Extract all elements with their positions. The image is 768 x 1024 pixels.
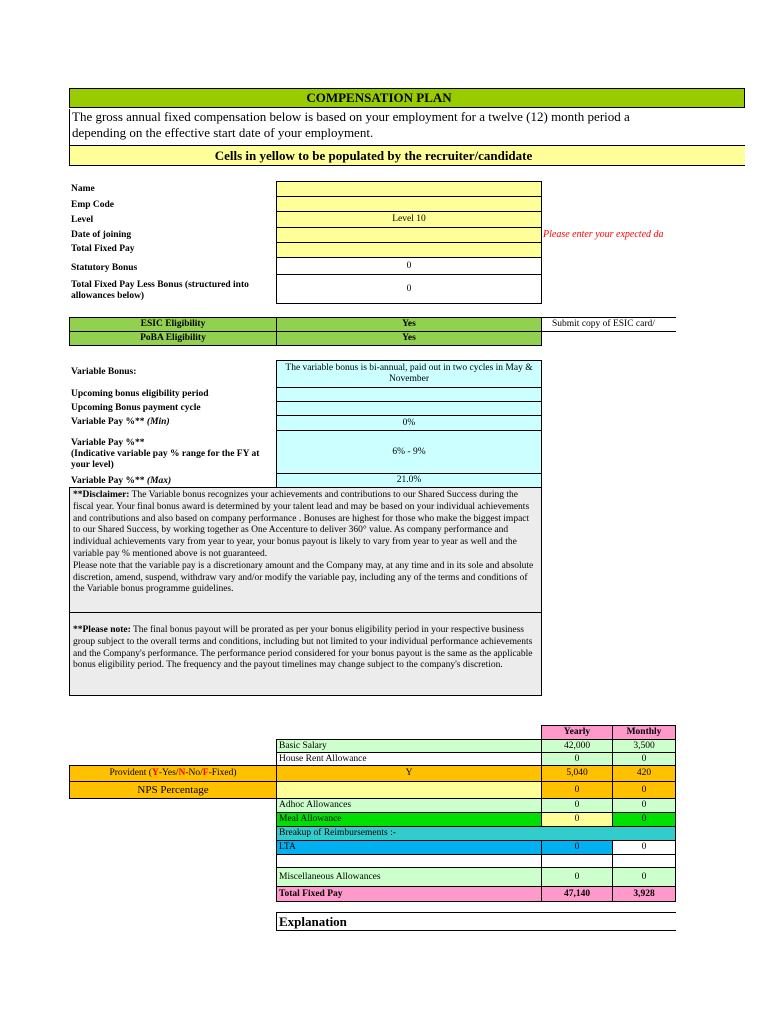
esic-eligibility-value: Yes bbox=[276, 317, 542, 332]
intro-line-2: depending on the effective start date of your employment. bbox=[72, 125, 374, 140]
variable-pay-range-label: Variable Pay %** (Indicative variable pay % range for the FY at your level) bbox=[71, 438, 260, 470]
basic-salary-label: Basic Salary bbox=[276, 739, 542, 753]
intro-text bbox=[69, 109, 676, 145]
intro-line-1: The gross annual fixed compensation below is based on your employment for a twelve (12) month period a bbox=[72, 109, 630, 124]
doj-hint: Please enter your expected da bbox=[543, 229, 664, 240]
total-fixed-pay-label: Total Fixed Pay bbox=[71, 244, 135, 254]
meal-yearly[interactable]: 0 bbox=[541, 812, 613, 827]
title-bar bbox=[69, 88, 745, 108]
variable-bonus-text: The variable bonus is bi-annual, paid out in two cycles in May & November bbox=[276, 360, 542, 388]
misc-label: Miscellaneous Allowances bbox=[276, 867, 542, 887]
disclaimer-text: The Variable bonus recognizes your achievements and contributions to our Shared Success during the fiscal year. Your final bonus award is determined by your talent lead and may be based on your individual achievements and contributions and also based on company performance . Bonuses are highest for those who make the biggest impact to our Shared Success, by working together as One Accenture to deliver 360° value. As company performance and individual achievements vary from year to year, your bonus payout is likely to vary from year to year as well and the variable pay % mentioned above is not guaranteed. bbox=[73, 490, 530, 559]
total-fixed-pay-input[interactable] bbox=[276, 242, 542, 258]
note-heading: **Please note: bbox=[73, 625, 131, 635]
hra-yearly: 0 bbox=[541, 752, 613, 766]
variable-bonus-label: Variable Bonus: bbox=[71, 367, 137, 377]
blank-row-monthly bbox=[612, 854, 676, 868]
variable-pay-max-label: Variable Pay %** (Max) bbox=[71, 476, 172, 486]
bonus-period-value bbox=[276, 387, 542, 402]
disclaimer-heading: **Disclaimer: bbox=[73, 490, 130, 500]
level-label: Level bbox=[71, 215, 94, 225]
esic-note: Submit copy of ESIC card/ bbox=[541, 317, 676, 332]
lta-label: LTA bbox=[276, 840, 542, 855]
name-input[interactable] bbox=[276, 181, 542, 197]
disclaimer-box bbox=[69, 487, 542, 613]
doj-label: Date of joining bbox=[71, 230, 132, 240]
provident-monthly: 420 bbox=[612, 765, 676, 782]
hra-label: House Rent Allowance bbox=[276, 752, 542, 766]
misc-monthly: 0 bbox=[612, 867, 676, 887]
variable-pay-range-value: 6% - 9% bbox=[276, 430, 542, 474]
total-label: Total Fixed Pay bbox=[276, 886, 542, 902]
basic-salary-yearly: 42,000 bbox=[541, 739, 613, 753]
emp-code-label: Emp Code bbox=[71, 200, 115, 210]
name-label: Name bbox=[71, 184, 95, 194]
bonus-cycle-label: Upcoming Bonus payment cycle bbox=[71, 403, 201, 413]
adhoc-label: Adhoc Allowances bbox=[276, 798, 542, 813]
provident-yearly: 5,040 bbox=[541, 765, 613, 782]
explanation-label: Explanation bbox=[279, 913, 347, 929]
poba-eligibility-value: Yes bbox=[276, 331, 542, 346]
statutory-bonus-label: Statutory Bonus bbox=[71, 263, 138, 273]
statutory-bonus-value: 0 bbox=[276, 257, 542, 275]
hra-monthly: 0 bbox=[612, 752, 676, 766]
yearly-header: Yearly bbox=[541, 725, 613, 740]
doj-input[interactable] bbox=[276, 227, 542, 243]
nps-label: NPS Percentage bbox=[69, 781, 277, 799]
total-monthly: 3,928 bbox=[612, 886, 676, 902]
yellow-note-bar bbox=[69, 145, 745, 166]
less-bonus-label: Total Fixed Pay Less Bonus (structured into allowances below) bbox=[71, 280, 249, 301]
variable-pay-min-label: Variable Pay %** (Min) bbox=[71, 417, 170, 427]
note-box bbox=[69, 612, 542, 696]
adhoc-yearly: 0 bbox=[541, 798, 613, 813]
less-bonus-value: 0 bbox=[276, 274, 542, 304]
meal-monthly: 0 bbox=[612, 812, 676, 827]
meal-label: Meal Allowance bbox=[276, 812, 542, 827]
lta-yearly: 0 bbox=[541, 840, 613, 855]
reimbursements-header: Breakup of Reimbursements :- bbox=[276, 826, 676, 841]
note-text: The final bonus payout will be prorated as per your bonus eligibility period in your respective business group subject to the overall terms and conditions, including but not limited to your individual performance achievements and the Company's performance. The performance period considered for your bonus payout is the same as the applicable bonus eligibility period. The frequency and the payout timelines may change subject to the company's discretion. bbox=[73, 625, 533, 671]
misc-yearly: 0 bbox=[541, 867, 613, 887]
disclaimer-text-2: Please note that the variable pay is a discretionary amount and the Company may, at any time and in its sole and absolute discretion, amend, suspend, withdraw vary and/or modify the variable pay, including any of the terms and conditions of the Variable bonus programme guidelines. bbox=[73, 560, 534, 595]
bonus-period-label: Upcoming bonus eligibility period bbox=[71, 389, 209, 399]
variable-pay-min-value: 0% bbox=[276, 415, 542, 431]
yellow-note: Cells in yellow to be populated by the recruiter/candidate bbox=[214, 147, 533, 163]
variable-pay-max-value: 21.0% bbox=[276, 473, 542, 488]
explanation-heading bbox=[276, 912, 676, 931]
blank-row-label bbox=[276, 854, 542, 868]
poba-eligibility-label: PoBA Eligibility bbox=[69, 331, 277, 346]
level-input[interactable]: Level 10 bbox=[276, 211, 542, 228]
total-yearly: 47,140 bbox=[541, 886, 613, 902]
nps-input[interactable] bbox=[276, 781, 542, 799]
bonus-cycle-value bbox=[276, 401, 542, 416]
monthly-header: Monthly bbox=[612, 725, 676, 740]
lta-monthly: 0 bbox=[612, 840, 676, 855]
provident-select[interactable]: Y bbox=[276, 765, 542, 782]
basic-salary-monthly: 3,500 bbox=[612, 739, 676, 753]
blank-row-yearly bbox=[541, 854, 613, 868]
adhoc-monthly: 0 bbox=[612, 798, 676, 813]
page-title: COMPENSATION PLAN bbox=[306, 90, 452, 105]
esic-eligibility-label: ESIC Eligibility bbox=[69, 317, 277, 332]
nps-yearly: 0 bbox=[541, 781, 613, 799]
nps-monthly: 0 bbox=[612, 781, 676, 799]
provident-label: Provident ( Y -Yes/ N -No/ F -Fixed) bbox=[69, 765, 277, 782]
emp-code-input[interactable] bbox=[276, 196, 542, 212]
